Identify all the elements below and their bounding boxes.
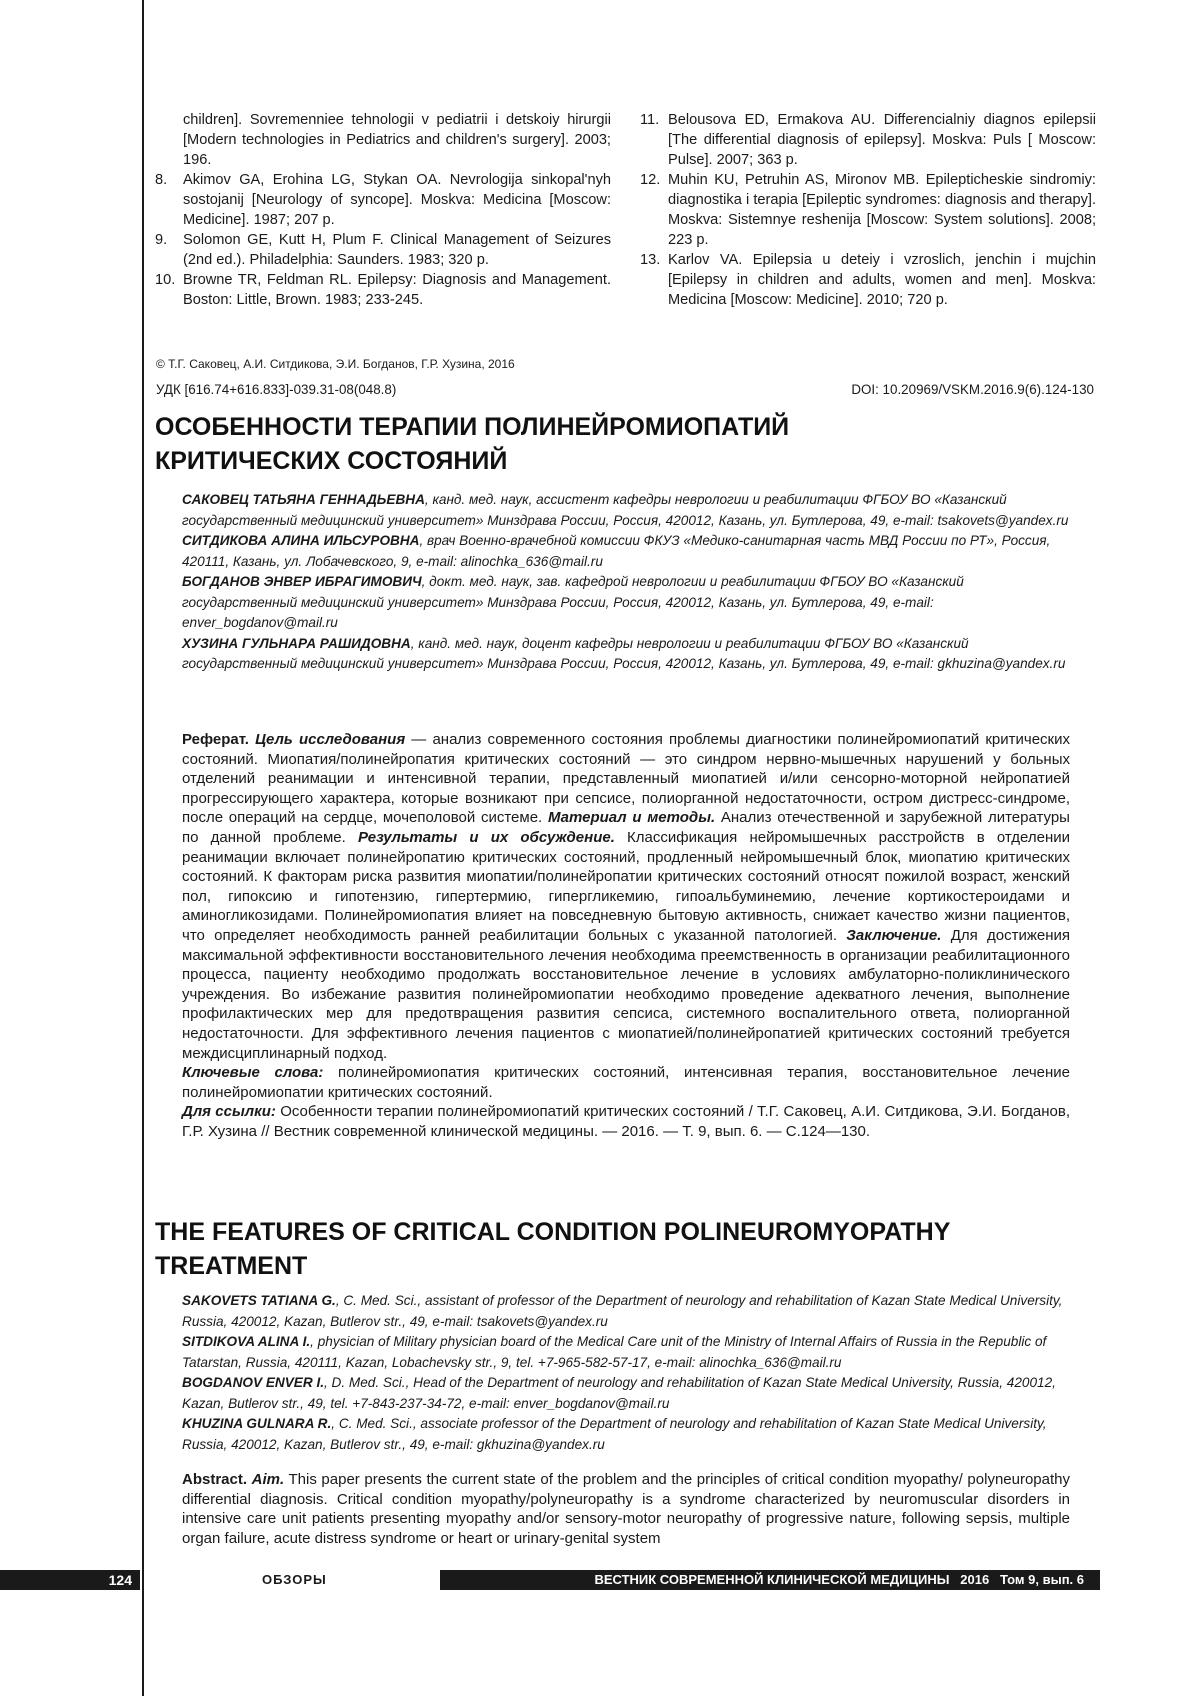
author-entry: БОГДАНОВ ЭНВЕР ИБРАГИМОВИЧ, докт. мед. наук, зав. кафедрой неврологии и реабилитации ФГБОУ ВО «Казанский государственный медицинский университет» Минздрава России, Россия, 420012, Казань, ул. Бутлерова, 49, e-mail: enver_bogdanov@mail.ru — [182, 574, 964, 630]
references-right-column — [640, 110, 1096, 310]
margin-rule — [142, 0, 144, 1696]
abstract-en: Abstract. Aim. This paper presents the current state of the problem and the principles of critical condition myopathy/ polyneuropathy differential diagnosis. Critical condition myopathy/polyneuropathy is a syndrome characterized by neuromuscular disorders in intensive care unit patients presenting myopathy and/or sensory-motor neuropathy of progressive nature, following sepsis, multiple organ failure, acute distress syndrome or heart or urinary-genital system — [182, 1471, 1070, 1547]
abstract-ru — [182, 730, 1070, 1141]
authors-ru — [182, 490, 1072, 675]
author-entry: SAKOVETS TATIANA G., C. Med. Sci., assistant of professor of the Department of neurology and rehabilitation of Kazan State Medical University, Russia, 420012, Kazan, Butlerov str., 49, e-mail: tsakovets@yandex.ru — [182, 1293, 1063, 1329]
author-entry: ХУЗИНА ГУЛЬНАРА РАШИДОВНА, канд. мед. наук, доцент кафедры неврологии и реабилитации ФГБОУ ВО «Казанский государственный медицинский университет» Минздрава России, Россия, 420012, Казань, ул. Бутлерова, 49, e-mail: gkhuzina@yandex.ru — [182, 635, 1066, 671]
keywords-ru: Ключевые слова: полинейромиопатия критических состояний, интенсивная терапия, восстановительное лечение полинейромиопатии критических состояний. — [182, 1064, 1071, 1101]
page-footer — [0, 1570, 1200, 1590]
doi-link[interactable]: DOI: 10.20969/VSKM.2016.9(6).124-130 — [851, 382, 1094, 397]
citation-ru: Для ссылки: Особенности терапии полинейромиопатий критических состояний / Т.Г. Саковец, А.И. Ситдикова, Э.И. Богданов, Г.Р. Хузина // Вестник современной клинической медицины. — 2016. — Т. 9, вып. 6. — С.124—130. — [182, 1103, 1071, 1140]
article-title-en: THE FEATURES OF CRITICAL CONDITION POLINEUROMYOPATHY TREATMENT — [155, 1218, 951, 1280]
author-entry: СИТДИКОВА АЛИНА ИЛЬСУРОВНА, врач Военно-врачебной комиссии ФКУЗ «Медико-санитарная часть МВД России по РТ», Россия, 420111, Казань, ул. Лобачевского, 9, e-mail: alinochka_636@mail.ru — [182, 533, 1051, 569]
references-left-column — [155, 110, 611, 310]
abstract-ru-body: Реферат. Цель исследования — анализ современного состояния проблемы диагностики полинейромиопатий критических состояний. Миопатия/полинейропатия критических состояний — это синдром нервно-мышечных нарушений у больных отделений реанимации и интенсивной терапии, представленный миопатией и/или сенсорно-моторной нейропатией прогрессирующего характера, которые возникают при сепсисе, полиорганной недостаточности, остром дистресс-синдроме, после операций на сердце, мочеполовой системе. Материал и методы. Анализ отечественной и зарубежной литературы по данной проблеме. Результаты и их обсуждение. Классификация нейромышечных расстройств в отделении реанимации включает полинейропатию критических состояний, продленный нейромышечный блок, миопатию критических состояний. К факторам риска развития миопатии/полинейропатии критических состояний относят пожилой возраст, женский пол, гипоксию и гипотензию, гипертермию, гипергликемию, гипоальбуминемию, лечение кортикостероидами и аминогликозидами. Полинейромиопатия влияет на повседневную бытовую активность, снижает качество жизни пациентов, что определяет необходимость ранней реабилитации больных с указанной патологией. Заключение. Для достижения максимальной эффективности восстановительного лечения необходима преемственность в организации реабилитационного процесса, пациенту необходимо продолжать восстановительное лечение в условиях амбулаторно-поликлинического учреждения. Во избежание развития полинейромиопатии необходимо проведение адекватного лечения, выполнение профилактических мер для предотвращения развития сепсиса, системного воспалительного ответа, полиорганной недостаточности. Для эффективного лечения пациентов с миопатией/полинейропатией критических состояний требуется междисциплинарный подход. — [182, 731, 1071, 1062]
authors-en — [182, 1291, 1072, 1455]
author-entry: KHUZINA GULNARA R., C. Med. Sci., associate professor of the Department of neurology and rehabilitation of Kazan State Medical University, Russia, 420012, Kazan, Butlerov str., 49, e-mail: gkhuzina@yandex.ru — [182, 1416, 1047, 1452]
author-entry: SITDIKOVA ALINA I., physician of Military physician board of the Medical Care unit of the Ministry of Internal Affairs of Russia in the Republic of Tatarstan, Russia, 420111, Kazan, Lobachevsky str., 9, tel. +7-965-582-57-17, e-mail: alinochka_636@mail.ru — [182, 1334, 1047, 1370]
reference-item: 13. Karlov VA. Epilepsia u deteiy i vzroslich, jenchin i mujchin [Epilepsy in children and adults, women and men]. Moskva: Medicina [Moscow: Medicine]. 2010; 720 p. — [640, 252, 1096, 308]
journal-bar: ВЕСТНИК СОВРЕМЕННОЙ КЛИНИЧЕСКОЙ МЕДИЦИНЫ 2016 Том 9, вып. 6 — [440, 1570, 1100, 1590]
reference-item: children]. Sovremenniee tehnologii v pediatrii i detskoiy hirurgii [Modern technologies in Pediatrics and children's surgery]. 2003; 196. — [183, 112, 611, 168]
article-title-ru: ОСОБЕННОСТИ ТЕРАПИИ ПОЛИНЕЙРОМИОПАТИЙ КРИТИЧЕСКИХ СОСТОЯНИЙ — [155, 413, 790, 475]
reference-item: 8. Akimov GA, Erohina LG, Stykan OA. Nevrologija sinkopal'nyh sostojanij [Neurology of syncope]. Moskva: Medicina [Moscow: Medicine]. 1987; 207 p. — [155, 172, 611, 228]
reference-item: 12. Muhin KU, Petruhin AS, Mironov MB. Epilepticheskie sindromiy: diagnostika i terapia [Epileptic syndromes: diagnosis and therapy]. Moskva: Sistemnye reshenija [Moscow: System solutions]. 2008; 223 p. — [640, 172, 1096, 248]
author-entry: САКОВЕЦ ТАТЬЯНА ГЕННАДЬЕВНА, канд. мед. наук, ассистент кафедры неврологии и реабилитации ФГБОУ ВО «Казанский государственный медицинский университет» Минздрава России, Россия, 420012, Казань, ул. Бутлерова, 49, e-mail: tsakovets@yandex.ru — [182, 492, 1069, 528]
reference-item: 10. Browne TR, Feldman RL. Epilepsy: Diagnosis and Management. Boston: Little, Brown. 1983; 233-245. — [155, 272, 611, 308]
reference-item: 11. Belousova ED, Ermakova AU. Differencialniy diagnos epilepsii [The differential diagnosis of epilepsy]. Moskva: Puls [ Moscow: Pulse]. 2007; 363 p. — [640, 112, 1096, 168]
copyright-line: © Т.Г. Саковец, А.И. Ситдикова, Э.И. Богданов, Г.Р. Хузина, 2016 — [156, 357, 515, 371]
section-label: ОБЗОРЫ — [262, 1572, 327, 1587]
reference-item: 9. Solomon GE, Kutt H, Plum F. Clinical Management of Seizures (2nd ed.). Philadelphia: Saunders. 1983; 320 p. — [155, 232, 611, 268]
author-entry: BOGDANOV ENVER I., D. Med. Sci., Head of the Department of neurology and rehabilitation of Kazan State Medical University, Russia, 420012, Kazan, Butlerov str., 49, tel. +7-843-237-34-72, e-mail: enver_bogdanov@mail.ru — [182, 1375, 1056, 1411]
udc-code: УДК [616.74+616.833]-039.31-08(048.8) — [156, 382, 397, 397]
page-number: 124 — [0, 1570, 140, 1590]
